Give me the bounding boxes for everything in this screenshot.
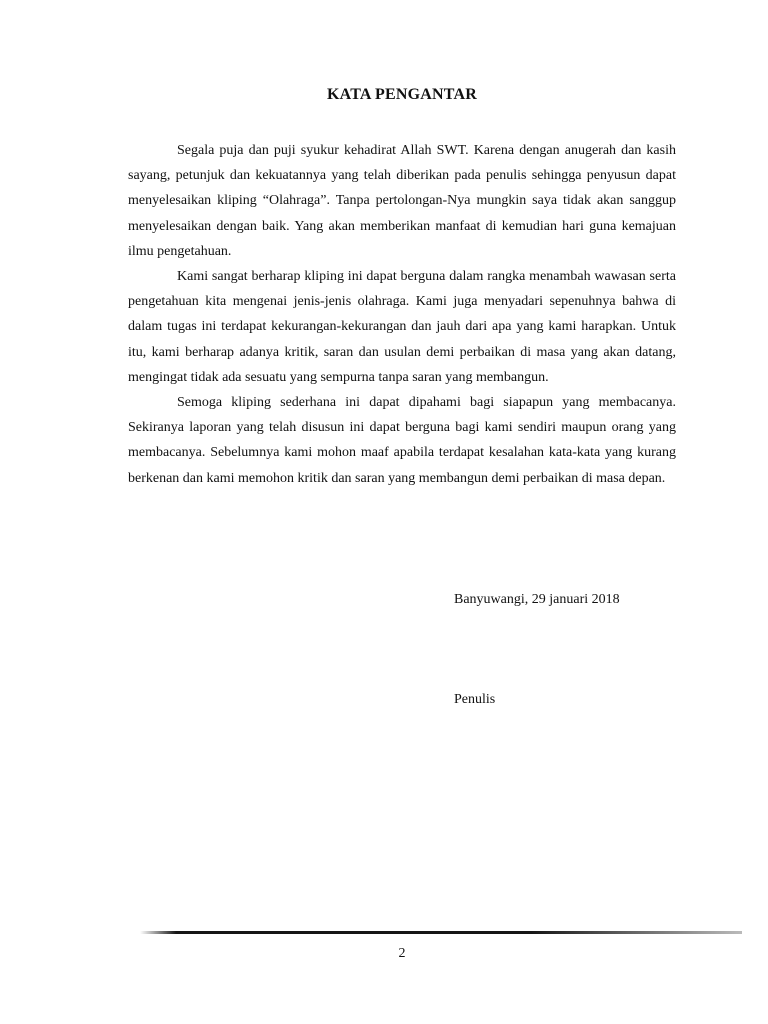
footer-divider: [140, 931, 742, 934]
paragraph-2: Kami sangat berharap kliping ini dapat berguna dalam rangka menambah wawasan serta pengetahuan kita mengenai jenis-jenis olahraga. Kami juga menyadari sepenuhnya bahwa di dalam tugas ini terdapat kekurangan-kekurangan dan jauh dari apa yang kami harapkan. Untuk itu, kami berharap adanya kritik, saran dan usulan demi perbaikan di masa yang akan datang, mengingat tidak ada sesuatu yang sempurna tanpa saran yang membangun.: [128, 269, 676, 385]
page-title: KATA PENGANTAR: [327, 86, 477, 103]
paragraph-1: Segala puja dan puji syukur kehadirat Allah SWT. Karena dengan anugerah dan kasih sayang, petunjuk dan kekuatannya yang telah diberikan pada penulis sehingga penyusun dapat menyelesaikan kliping “Olahraga”. Tanpa pertolongan-Nya mungkin saya tidak akan sanggup menyelesaikan dengan baik. Yang akan memberikan manfaat di kemudian hari guna kemajuan ilmu pengetahuan.: [128, 143, 676, 259]
page-number: 2: [398, 946, 406, 961]
document-body: [128, 138, 676, 491]
place-date: Banyuwangi, 29 januari 2018: [454, 592, 620, 607]
paragraph-3: Semoga kliping sederhana ini dapat dipahami bagi siapapun yang membacanya. Sekiranya laporan yang telah disusun ini dapat berguna bagi kami sendiri maupun orang yang membacanya. Sebelumnya kami mohon maaf apabila terdapat kesalahan kata-kata yang kurang berkenan dan kami memohon kritik dan saran yang membangun demi perbaikan di masa depan.: [128, 395, 676, 486]
signer-label: Penulis: [454, 692, 496, 707]
